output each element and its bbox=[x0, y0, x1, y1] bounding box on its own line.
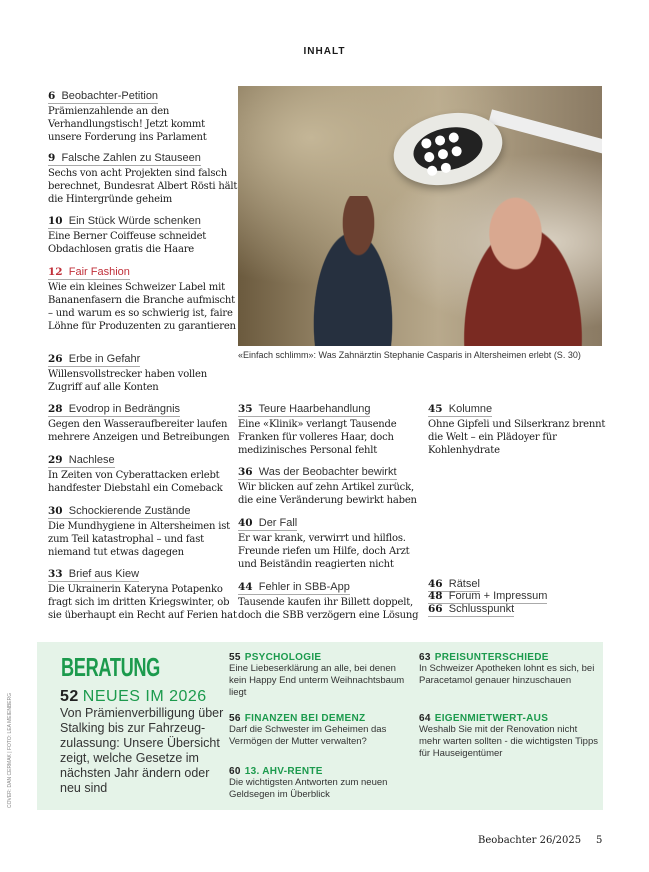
entry-title: Fair Fashion bbox=[68, 266, 130, 278]
beratung-entry[interactable] bbox=[229, 713, 409, 748]
entry-text: Sechs von acht Projekten sind falsch berechnet, Bundesrat Albert Rösti hält die Hintergründe geheim bbox=[48, 168, 238, 205]
page-number: 63 bbox=[419, 652, 431, 663]
entry-text: In Schweizer Apotheken lohnt es sich, bei Paracetamol genauer hinzuschauen bbox=[419, 663, 595, 686]
entry-heading bbox=[428, 403, 492, 417]
beratung-entry[interactable] bbox=[229, 766, 409, 801]
page-number: 66 bbox=[428, 603, 443, 615]
entry-title: Was der Beobachter bewirkt bbox=[258, 466, 397, 478]
entry-text: Wir blicken auf zehn Artikel zurück, die eine Veränderung bewirkt haben bbox=[238, 482, 417, 506]
dentist-figure bbox=[298, 196, 408, 346]
entry-heading: 13. AHV-RENTE bbox=[244, 766, 323, 777]
beratung-entry[interactable] bbox=[419, 652, 599, 687]
entry-text: Von Prämienverbilligung über Stalking bis zur Fahrzeug-zulassung: Unsere Übersicht zeigt, welche Gesetze im nächsten Jahr ändern oder neu sind bbox=[60, 706, 224, 795]
cover-photo bbox=[238, 86, 602, 346]
toc-entry[interactable] bbox=[48, 84, 238, 144]
toc-entry[interactable] bbox=[48, 347, 238, 394]
beratung-entry[interactable] bbox=[229, 652, 409, 699]
entry-title: Rätsel bbox=[448, 578, 480, 590]
entry-heading bbox=[238, 403, 370, 417]
page-number: 55 bbox=[229, 652, 241, 663]
entry-title: Beobachter-Petition bbox=[61, 90, 159, 102]
entry-title: Brief aus Kiew bbox=[68, 568, 140, 580]
patient-figure bbox=[448, 196, 598, 346]
toc-entry[interactable] bbox=[428, 397, 618, 457]
toc-entry[interactable] bbox=[48, 146, 238, 206]
page-number: 5 bbox=[596, 835, 603, 846]
page-number: 6 bbox=[48, 90, 56, 102]
entry-title: Der Fall bbox=[258, 517, 298, 529]
page-number: 28 bbox=[48, 403, 63, 415]
entry-heading bbox=[428, 603, 514, 617]
page-number: 64 bbox=[419, 713, 431, 724]
entry-heading bbox=[238, 466, 397, 480]
entry-text: Die wichtigsten Antworten zum neuen Geldsegen im Überblick bbox=[229, 777, 388, 800]
entry-heading bbox=[48, 505, 190, 519]
entry-title: Evodrop in Bedrängnis bbox=[68, 403, 181, 415]
page-number: 30 bbox=[48, 505, 63, 517]
page-number: 44 bbox=[238, 581, 253, 593]
toc-entry[interactable] bbox=[428, 597, 618, 618]
page-number: 40 bbox=[238, 517, 253, 529]
entry-heading bbox=[48, 403, 180, 417]
entry-title: Schlusspunkt bbox=[448, 603, 515, 615]
entry-heading bbox=[48, 353, 140, 367]
toc-entry[interactable] bbox=[48, 260, 238, 333]
toc-entry[interactable] bbox=[238, 460, 428, 507]
entry-text: Weshalb Sie mit der Renovation nicht mehr warten sollten - die wichtigsten Tipps für Hauseigentümer bbox=[419, 724, 598, 759]
page-number: 56 bbox=[229, 713, 241, 724]
photo-caption: «Einfach schlimm»: Was Zahnärztin Stephanie Casparis in Altersheimen erlebt (S. 30) bbox=[238, 350, 581, 360]
page-number: 36 bbox=[238, 466, 253, 478]
entry-heading bbox=[238, 581, 350, 595]
entry-heading: FINANZEN BEI DEMENZ bbox=[244, 713, 366, 724]
entry-text: Tausende kaufen ihr Billett doppelt, doch die SBB verzögern eine Lösung bbox=[238, 597, 419, 621]
toc-entry[interactable] bbox=[238, 575, 428, 622]
entry-title: Nachlese bbox=[68, 454, 115, 466]
entry-text: Die Ukrainerin Kateryna Potapenko fragt sich im dritten Kriegswinter, ob sie überhaupt ein Recht auf Ferien hat bbox=[48, 584, 237, 621]
page-number: 9 bbox=[48, 152, 56, 164]
page-number: 52 bbox=[60, 688, 79, 705]
toc-entry[interactable] bbox=[238, 511, 428, 571]
beratung-main-entry[interactable] bbox=[60, 688, 230, 796]
entry-text: In Zeiten von Cyberattacken erlebt handfester Diebstahl ein Comeback bbox=[48, 470, 223, 494]
entry-title: Falsche Zahlen zu Stauseen bbox=[61, 152, 201, 164]
entry-text: Ohne Gipfeli und Silserkranz brennt die Welt – ein Plädoyer für Kohlenhydrate bbox=[428, 419, 606, 456]
entry-heading bbox=[48, 266, 130, 280]
entry-text: Eine Liebeserklärung an alle, bei denen kein Happy End unterm Weihnachtsbaum liegt bbox=[229, 663, 405, 698]
page-title: INHALT bbox=[303, 46, 346, 57]
toc-entry[interactable] bbox=[48, 499, 238, 559]
page-number: 45 bbox=[428, 403, 443, 415]
entry-text: Eine «Klinik» verlangt Tausende Franken für volleres Haar, doch medizinisches Personal fehlt bbox=[238, 419, 397, 456]
entry-title: Forum + Impressum bbox=[448, 590, 548, 602]
entry-title: Erbe in Gefahr bbox=[68, 353, 141, 365]
entry-heading: EIGENMIETWERT-AUS bbox=[434, 713, 549, 724]
beratung-entry[interactable] bbox=[419, 713, 599, 760]
toc-entry[interactable] bbox=[48, 448, 238, 495]
page-number: 26 bbox=[48, 353, 63, 365]
entry-heading: NEUES IM 2026 bbox=[82, 688, 207, 705]
entry-text: Willensvollstrecker haben vollen Zugriff auf alle Konten bbox=[48, 369, 208, 393]
entry-title: Kolumne bbox=[448, 403, 493, 415]
toc-entry[interactable] bbox=[48, 209, 238, 256]
page-number: 46 bbox=[428, 578, 443, 590]
entry-heading bbox=[238, 517, 297, 531]
page-number: 33 bbox=[48, 568, 63, 580]
entry-heading bbox=[48, 215, 201, 229]
page-number: 12 bbox=[48, 266, 63, 278]
entry-heading: PREISUNTERSCHIEDE bbox=[434, 652, 549, 663]
toc-entry[interactable] bbox=[238, 397, 428, 457]
entry-title: Fehler in SBB-App bbox=[258, 581, 350, 593]
page-number: 48 bbox=[428, 590, 443, 602]
entry-title: Schockierende Zustände bbox=[68, 505, 191, 517]
entry-text: Gegen den Wasseraufbereiter laufen mehrere Anzeigen und Betreibungen bbox=[48, 419, 230, 443]
entry-text: Eine Berner Coiffeuse schneidet Obdachlosen gratis die Haare bbox=[48, 231, 207, 255]
entry-heading bbox=[48, 90, 158, 104]
entry-heading bbox=[48, 568, 139, 582]
entry-title: Teure Haarbehandlung bbox=[258, 403, 371, 415]
toc-entry[interactable] bbox=[48, 397, 238, 444]
page-number: 10 bbox=[48, 215, 63, 227]
entry-text: Darf die Schwester im Geheimen das Vermögen der Mutter verwalten? bbox=[229, 724, 387, 747]
entry-heading bbox=[48, 454, 115, 468]
page-number: 29 bbox=[48, 454, 63, 466]
toc-entry[interactable] bbox=[48, 562, 238, 622]
beratung-box bbox=[37, 642, 603, 810]
beratung-title: BERATUNG bbox=[61, 652, 160, 682]
issue-label: Beobachter 26/2025 bbox=[478, 835, 582, 846]
page-number: 60 bbox=[229, 766, 241, 777]
page-number: 35 bbox=[238, 403, 253, 415]
photo-credit: COVER: DAN CERMAK | FOTO: LEA MEIENBERG bbox=[7, 692, 13, 808]
entry-text: Prämienzahlende an den Verhandlungstisch! Jetzt kommt unsere Forderung ins Parlament bbox=[48, 106, 207, 143]
entry-text: Die Mundhygiene in Altersheimen ist zum Teil katastrophal – und fast niemand tut etwas dagegen bbox=[48, 521, 230, 558]
entry-text: Er war krank, verwirrt und hilflos. Freunde riefen um Hilfe, doch Arzt und Beiständin reagierten nicht bbox=[238, 533, 410, 570]
entry-text: Wie ein kleines Schweizer Label mit Bananenfasern die Branche aufmischt – und warum es so schwierig ist, faire Löhne für Produzenten zu garantieren bbox=[48, 282, 236, 332]
entry-title: Ein Stück Würde schenken bbox=[68, 215, 201, 227]
entry-heading: PSYCHOLOGIE bbox=[244, 652, 322, 663]
entry-heading bbox=[48, 152, 201, 166]
